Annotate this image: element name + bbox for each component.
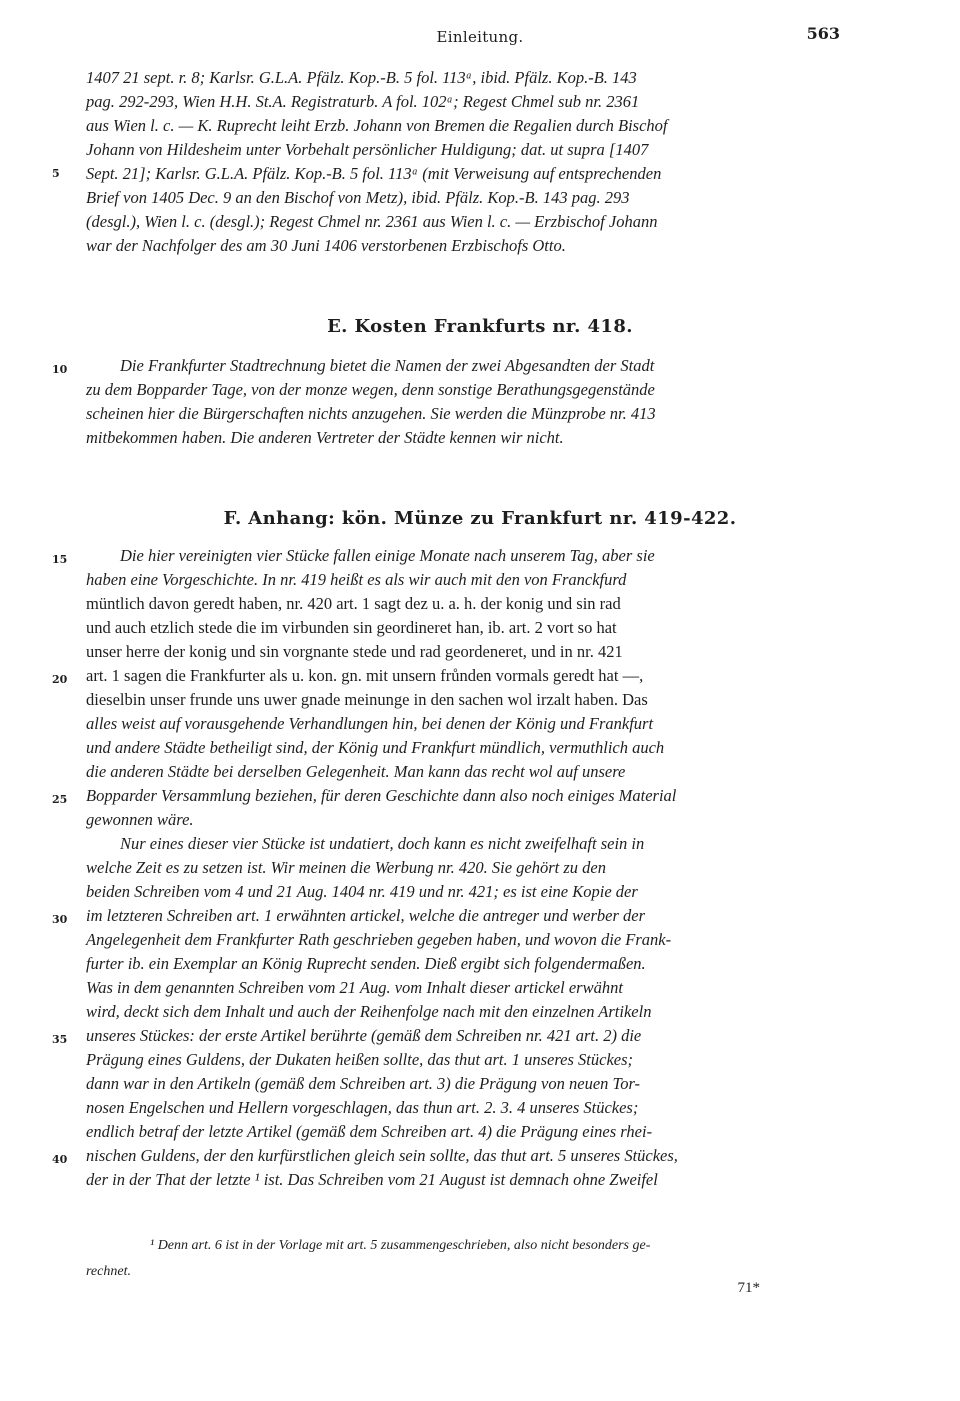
text-line: alles weist auf vorausgehende Verhandlungen hin, bei denen der König und Frankfurt — [86, 714, 654, 733]
text-line: Prägung eines Guldens, der Dukaten heißen sollte, das thut art. 1 unseres Stückes; — [86, 1050, 634, 1069]
text-line: unseres Stückes: der erste Artikel berührte (gemäß dem Schreiben nr. 421 art. 2) die — [86, 1026, 642, 1045]
text-line: scheinen hier die Bürgerschaften nichts anzugehen. Sie werden die Münzprobe nr. 413 — [86, 404, 656, 423]
text-line: war der Nachfolger des am 30 Juni 1406 verstorbenen Erzbischofs Otto. — [86, 236, 566, 255]
sheet-signature: 71* — [737, 1280, 760, 1296]
text-line: im letzteren Schreiben art. 1 erwähnten artickel, welche die antreger und werber der — [86, 906, 646, 925]
line-number: 5 — [52, 167, 60, 180]
footnote-line: rechnet. — [86, 1264, 131, 1279]
text-line: mitbekommen haben. Die anderen Vertreter der Städte kennen wir nicht. — [86, 428, 564, 447]
text-line: dann war in den Artikeln (gemäß dem Schreiben art. 3) die Prägung von neuen Tor- — [86, 1074, 641, 1093]
text-line: gewonnen wäre. — [86, 810, 194, 829]
text-line: endlich betraf der letzte Artikel (gemäß dem Schreiben art. 4) die Prägung eines rhei- — [86, 1122, 653, 1141]
text-line: Brief von 1405 Dec. 9 an den Bischof von Metz), ibid. Pfälz. Kop.-B. 143 pag. 293 — [86, 188, 630, 207]
text-line: Die Frankfurter Stadtrechnung bietet die Namen der zwei Abgesandten der Stadt — [120, 356, 655, 375]
section-heading-e: E. Kosten Frankfurts nr. 418. — [327, 316, 633, 337]
line-number: 35 — [52, 1033, 68, 1046]
text-line: zu dem Bopparder Tage, von der monze wegen, denn sonstige Berathungsgegenstände — [86, 380, 655, 399]
text-line: müntlich davon geredt haben, nr. 420 art. 1 sagt dez u. a. h. der konig und sin rad — [86, 594, 621, 613]
text-line: wird, deckt sich dem Inhalt und auch der Reihenfolge nach mit den einzelnen Artikeln — [86, 1002, 652, 1021]
line-number: 30 — [52, 913, 68, 926]
text-line: Johann von Hildesheim unter Vorbehalt persönlicher Huldigung; dat. ut supra [1407 — [86, 140, 649, 159]
text-line: beiden Schreiben vom 4 und 21 Aug. 1404 nr. 419 und nr. 421; es ist eine Kopie der — [86, 882, 638, 901]
text-line: und andere Städte betheiligt sind, der König und Frankfurt mündlich, vermuthlich auch — [86, 738, 665, 757]
line-number: 10 — [52, 363, 68, 376]
text-line: Was in dem genannten Schreiben vom 21 Aug. vom Inhalt dieser artickel erwähnt — [86, 978, 623, 997]
running-head — [0, 24, 960, 52]
text-line: der in der That der letzte ¹ ist. Das Schreiben vom 21 August ist demnach ohne Zweifel — [86, 1170, 658, 1189]
line-number: 40 — [52, 1153, 68, 1166]
text-line: 1407 21 sept. r. 8; Karlsr. G.L.A. Pfälz. Kop.-B. 5 fol. 113ᵃ, ibid. Pfälz. Kop.-B. 143 — [86, 68, 637, 87]
text-line: dieselbin unser frunde uns uwer gnade meinunge in den sachen wol irzalt haben. Das — [86, 690, 648, 709]
line-number: 15 — [52, 553, 68, 566]
text-line: Die hier vereinigten vier Stücke fallen einige Monate nach unserem Tag, aber sie — [120, 546, 655, 565]
line-number: 20 — [52, 673, 68, 686]
text-line: und auch etzlich stede die im virbunden sin geordineret han, ib. art. 2 vort so hat — [86, 618, 617, 637]
text-line: nosen Engelschen und Hellern vorgeschlagen, das thun art. 2. 3. 4 unseres Stückes; — [86, 1098, 639, 1117]
text-line: pag. 292-293, Wien H.H. St.A. Registraturb. A fol. 102ᵃ; Regest Chmel sub nr. 2361 — [86, 92, 640, 111]
text-line: Bopparder Versammlung beziehen, für deren Geschichte dann also noch einiges Material — [86, 786, 677, 805]
line-number: 25 — [52, 793, 68, 806]
section-heading-f: F. Anhang: kön. Münze zu Frankfurt nr. 419-422. — [223, 508, 737, 529]
text-line: unser herre der konig und sin vorgnante stede und rad geordeneret, und in nr. 421 — [86, 642, 623, 661]
running-head-title: Einleitung. — [436, 28, 524, 46]
page-number: 563 — [806, 24, 840, 43]
text-line: welche Zeit es zu setzen ist. Wir meinen die Werbung nr. 420. Sie gehört zu den — [86, 858, 606, 877]
text-line: (desgl.), Wien l. c. (desgl.); Regest Chmel nr. 2361 aus Wien l. c. — Erzbischof Johann — [86, 212, 658, 231]
text-line: Nur eines dieser vier Stücke ist undatiert, doch kann es nicht zweifelhaft sein in — [120, 834, 645, 853]
text-line: haben eine Vorgeschichte. In nr. 419 heißt es als wir auch mit den von Franckfurd — [86, 570, 627, 589]
text-line: nischen Guldens, der den kurfürstlichen gleich sein sollte, das thut art. 5 unseres Stückes, — [86, 1146, 678, 1165]
text-line: art. 1 sagen die Frankfurter als u. kon. gn. mit unsern frůnden vormals geredt hat —, — [86, 666, 644, 685]
text-line: die anderen Städte bei derselben Gelegenheit. Man kann das recht wol auf unsere — [86, 762, 626, 781]
footnote-line: ¹ Denn art. 6 ist in der Vorlage mit art. 5 zusammengeschrieben, also nicht besonders ge- — [150, 1238, 651, 1253]
text-line: furter ib. ein Exemplar an König Ruprecht senden. Dieß ergibt sich folgendermaßen. — [86, 954, 646, 973]
text-line: Angelegenheit dem Frankfurter Rath geschrieben gegeben haben, und wovon die Frank- — [86, 930, 672, 949]
text-line: aus Wien l. c. — K. Ruprecht leiht Erzb. Johann von Bremen die Regalien durch Bischof — [86, 116, 668, 135]
text-line: Sept. 21]; Karlsr. G.L.A. Pfälz. Kop.-B. 5 fol. 113ᵃ (mit Verweisung auf entsprechenden — [86, 164, 662, 183]
